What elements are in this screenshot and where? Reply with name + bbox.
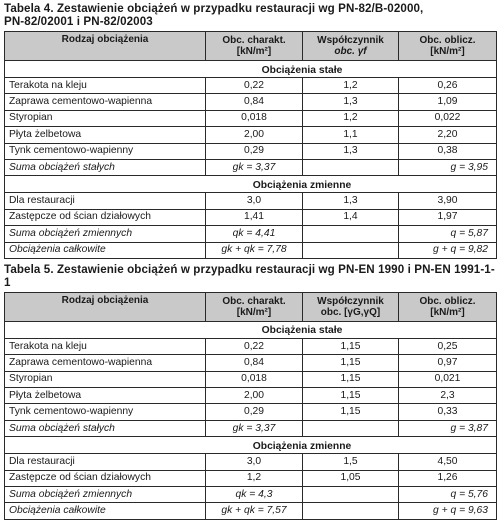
sum-name: Suma obciążeń stałych — [5, 420, 206, 436]
total-char: gk + qk = 7,78 — [206, 242, 303, 258]
table4-caption — [4, 2, 496, 28]
table4-section-variable-label: Obciążenia zmienne — [206, 176, 399, 193]
table-row — [5, 143, 497, 159]
row-factor: 1,5 — [303, 454, 399, 470]
row-design: 0,38 — [399, 143, 497, 159]
sum-design: q = 5,76 — [399, 487, 497, 503]
sum-name: Suma obciążeń stałych — [5, 159, 206, 175]
table4-variable-sum-row — [5, 226, 497, 242]
table5-section-variable-label: Obciążenia zmienne — [206, 437, 399, 454]
row-design: 2,20 — [399, 127, 497, 143]
row-name: Styropian — [5, 110, 206, 126]
table5-header-char-unit: [kN/m²] — [236, 306, 272, 318]
table5-section-variable — [5, 437, 497, 454]
table5-header-factor-line2: obc. [γG,γQ] — [320, 306, 381, 318]
sum-design: g = 3,87 — [399, 420, 497, 436]
row-name: Terakota na kleju — [5, 78, 206, 94]
row-design: 0,26 — [399, 78, 497, 94]
row-name: Dla restauracji — [5, 454, 206, 470]
sum-design: q = 5,87 — [399, 226, 497, 242]
table5-header-char-line1: Obc. charakt. — [222, 295, 286, 307]
row-char: 0,22 — [206, 338, 303, 354]
table4-section-permanent-label: Obciążenia stałe — [206, 61, 399, 78]
row-char: 1,41 — [206, 209, 303, 225]
table-row — [5, 470, 497, 486]
table5-header-factor — [303, 292, 399, 321]
row-design: 2,3 — [399, 388, 497, 404]
row-char: 0,22 — [206, 78, 303, 94]
total-name: Obciążenia całkowite — [5, 503, 206, 519]
row-name: Dla restauracji — [5, 193, 206, 209]
row-name: Zastępcze od ścian działowych — [5, 470, 206, 486]
table5-total-row — [5, 503, 497, 519]
row-design: 0,022 — [399, 110, 497, 126]
sum-name: Suma obciążeń zmiennych — [5, 226, 206, 242]
table5-section-permanent — [5, 321, 497, 338]
table5-header-design — [399, 292, 497, 321]
table4-header-design — [399, 32, 497, 61]
row-name: Terakota na kleju — [5, 338, 206, 354]
row-factor: 1,15 — [303, 404, 399, 420]
table-row — [5, 454, 497, 470]
row-char: 0,84 — [206, 355, 303, 371]
row-factor: 1,1 — [303, 127, 399, 143]
table4-header-row — [5, 32, 497, 61]
row-name: Zastępcze od ścian działowych — [5, 209, 206, 225]
row-design: 3,90 — [399, 193, 497, 209]
table5-header-factor-line1: Współczynnik — [317, 295, 384, 307]
table-row — [5, 371, 497, 387]
row-char: 0,29 — [206, 404, 303, 420]
table4-header-design-unit: [kN/m²] — [430, 46, 465, 57]
row-char: 3,0 — [206, 454, 303, 470]
row-char: 2,00 — [206, 388, 303, 404]
row-factor: 1,3 — [303, 193, 399, 209]
row-char: 0,018 — [206, 371, 303, 387]
table5-section-permanent-label: Obciążenia stałe — [206, 321, 399, 338]
table4-header-char-line1: Obc. charakt. — [222, 35, 286, 46]
row-name: Tynk cementowo-wapienny — [5, 404, 206, 420]
row-name: Płyta żelbetowa — [5, 388, 206, 404]
table4-permanent-sum-row — [5, 159, 497, 175]
table-row — [5, 209, 497, 225]
document-page — [4, 2, 496, 520]
row-name: Płyta żelbetowa — [5, 127, 206, 143]
table-row — [5, 338, 497, 354]
table5-caption: Tabela 5. Zestawienie obciążeń w przypadku restauracji wg PN-EN 1990 i PN-EN 1991-1-1 — [4, 262, 495, 289]
row-design: 0,25 — [399, 338, 497, 354]
table4-header-char — [206, 32, 303, 61]
sum-char: gk = 3,37 — [206, 420, 303, 436]
table5-header-row — [5, 292, 497, 321]
row-design: 0,97 — [399, 355, 497, 371]
table-row — [5, 78, 497, 94]
row-factor: 1,15 — [303, 338, 399, 354]
row-char: 0,018 — [206, 110, 303, 126]
table5-header-design-line1: Obc. oblicz. — [419, 295, 476, 307]
table-row — [5, 404, 497, 420]
row-char: 2,00 — [206, 127, 303, 143]
row-factor: 1,15 — [303, 388, 399, 404]
table-row — [5, 110, 497, 126]
row-char: 1,2 — [206, 470, 303, 486]
table4-header-factor — [303, 32, 399, 61]
table-row — [5, 355, 497, 371]
row-name: Styropian — [5, 371, 206, 387]
table4-caption-line2: PN-82/02001 i PN-82/02003 — [4, 15, 153, 28]
table4-caption-line1: Tabela 4. Zestawienie obciążeń w przypadku restauracji wg PN-82/B-02000, — [4, 2, 424, 15]
row-design: 1,26 — [399, 470, 497, 486]
sum-char: gk = 3,37 — [206, 159, 303, 175]
row-factor: 1,15 — [303, 355, 399, 371]
row-factor: 1,2 — [303, 78, 399, 94]
table5-header-type: Rodzaj obciążenia — [5, 292, 206, 321]
total-design: g + q = 9,63 — [399, 503, 497, 519]
total-char: gk + qk = 7,57 — [206, 503, 303, 519]
total-name: Obciążenia całkowite — [5, 242, 206, 258]
table4-header-factor-line2: obc. γf — [334, 46, 367, 57]
table5-permanent-sum-row — [5, 420, 497, 436]
table4-section-permanent — [5, 61, 497, 78]
table4-header-design-line1: Obc. oblicz. — [419, 35, 476, 46]
row-design: 1,97 — [399, 209, 497, 225]
table5-header-design-unit: [kN/m²] — [430, 306, 465, 318]
row-factor: 1,05 — [303, 470, 399, 486]
table4-header-type: Rodzaj obciążenia — [5, 32, 206, 61]
sum-name: Suma obciążeń zmiennych — [5, 487, 206, 503]
table-row — [5, 388, 497, 404]
sum-char: qk = 4,41 — [206, 226, 303, 242]
sum-design: g = 3,95 — [399, 159, 497, 175]
row-design: 4,50 — [399, 454, 497, 470]
table4-header-factor-line1: Współczynnik — [317, 35, 384, 46]
table5-header-char — [206, 292, 303, 321]
row-name: Zaprawa cementowo-wapienna — [5, 94, 206, 110]
row-design: 0,021 — [399, 371, 497, 387]
table5-variable-sum-row — [5, 487, 497, 503]
table-row — [5, 127, 497, 143]
sum-char: qk = 4,3 — [206, 487, 303, 503]
table-row — [5, 193, 497, 209]
row-name: Tynk cementowo-wapienny — [5, 143, 206, 159]
row-factor: 1,15 — [303, 371, 399, 387]
table4-total-row — [5, 242, 497, 258]
row-factor: 1,4 — [303, 209, 399, 225]
table4 — [4, 31, 497, 259]
table4-header-char-unit: [kN/m²] — [236, 46, 272, 57]
row-factor: 1,2 — [303, 110, 399, 126]
row-factor: 1,3 — [303, 143, 399, 159]
table4-section-variable — [5, 176, 497, 193]
row-factor: 1,3 — [303, 94, 399, 110]
total-design: g + q = 9,82 — [399, 242, 497, 258]
row-char: 0,84 — [206, 94, 303, 110]
row-design: 0,33 — [399, 404, 497, 420]
table5 — [4, 292, 497, 520]
row-char: 0,29 — [206, 143, 303, 159]
row-design: 1,09 — [399, 94, 497, 110]
row-char: 3,0 — [206, 193, 303, 209]
row-name: Zaprawa cementowo-wapienna — [5, 355, 206, 371]
table-row — [5, 94, 497, 110]
